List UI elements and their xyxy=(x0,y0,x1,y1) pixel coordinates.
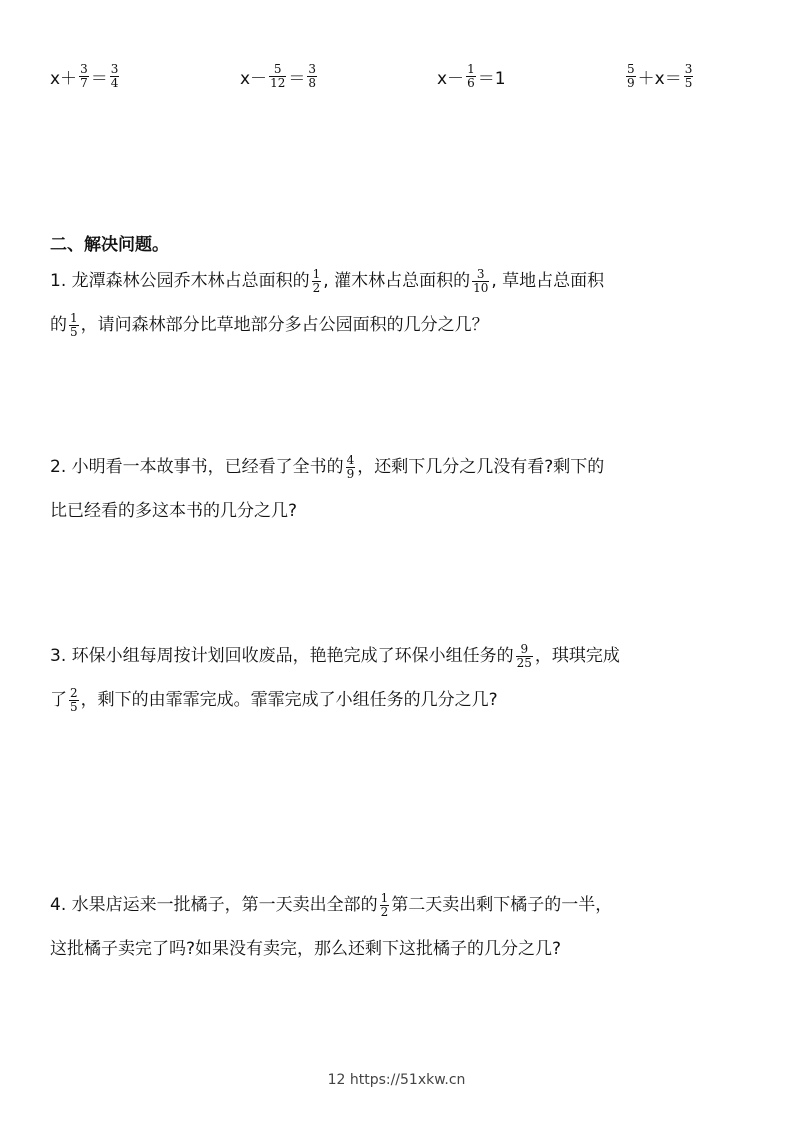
problem-line xyxy=(50,883,750,927)
fraction: $\frac{3}{10}$ xyxy=(473,266,489,295)
equation-2 xyxy=(240,56,319,96)
problem-text: ，请问森林部分比草地部分多占公园面积的几分之几？ xyxy=(80,315,489,335)
equation-text: x－ xyxy=(240,68,268,89)
problem-line xyxy=(50,927,750,971)
page-footer xyxy=(0,1072,793,1088)
problem-2 xyxy=(50,445,750,533)
problem-line xyxy=(50,303,750,347)
fraction: $\frac{3}{7}$ xyxy=(80,61,88,90)
fraction: $\frac{1}{5}$ xyxy=(70,310,78,339)
problem-text: 4. 水果店运来一批橘子，第一天卖出全部的 xyxy=(50,895,378,915)
problem-1 xyxy=(50,259,750,347)
fraction: $\frac{5}{12}$ xyxy=(270,61,286,90)
fraction: $\frac{9}{25}$ xyxy=(516,641,532,670)
problem-text: 第二天卖出剩下橘子的一半， xyxy=(391,895,613,915)
equation-3 xyxy=(437,56,506,96)
problem-line xyxy=(50,634,750,678)
page-number: 12 xyxy=(327,1072,346,1088)
problem-line xyxy=(50,489,750,533)
fraction: $\frac{3}{4}$ xyxy=(110,61,119,90)
problem-text: , 灌木林占总面积的 xyxy=(323,271,471,291)
equation-1 xyxy=(50,56,121,96)
problem-text: ，剩下的由霏霏完成。霏霏完成了小组任务的几分之几? xyxy=(80,690,498,710)
fraction: $\frac{2}{5}$ xyxy=(70,685,78,714)
equation-text: ＝ xyxy=(288,68,306,89)
problem-text: 1. 龙潭森林公园乔木林占总面积的 xyxy=(50,271,310,291)
fraction: $\frac{1}{2}$ xyxy=(380,890,389,919)
equation-text: ＝ xyxy=(90,68,108,89)
fraction: $\frac{1}{2}$ xyxy=(312,266,321,295)
equation-4 xyxy=(624,56,695,96)
equation-text: x＋ xyxy=(50,68,78,89)
fraction: $\frac{4}{9}$ xyxy=(346,452,355,481)
problem-text: , 草地占总面积 xyxy=(491,271,605,291)
problem-4 xyxy=(50,883,750,971)
fraction: $\frac{3}{5}$ xyxy=(684,61,693,90)
problem-text: 3. 环保小组每周按计划回收废品，艳艳完成了环保小组任务的 xyxy=(50,646,514,666)
equation-text: ＝1 xyxy=(477,68,506,89)
fraction: $\frac{5}{9}$ xyxy=(627,61,635,90)
fraction: $\frac{3}{8}$ xyxy=(308,61,316,90)
problem-line xyxy=(50,445,750,489)
problem-line xyxy=(50,259,750,303)
equation-text: ＋x＝ xyxy=(637,68,682,89)
section-title: 二、解决问题。 xyxy=(50,235,169,255)
problem-text: 的 xyxy=(50,315,67,335)
problem-text: ，琪琪完成 xyxy=(534,646,620,666)
problem-text: 了 xyxy=(50,690,67,710)
problem-text: 比已经看的多这本书的几分之几? xyxy=(50,501,298,521)
problem-text: 这批橘子卖完了吗?如果没有卖完，那么还剩下这批橘子的几分之几? xyxy=(50,939,562,959)
problem-text: ，还剩下几分之几没有看?剩下的 xyxy=(357,457,605,477)
problem-3 xyxy=(50,634,750,722)
problem-line xyxy=(50,678,750,722)
problem-text: 2. 小明看一本故事书，已经看了全书的 xyxy=(50,457,344,477)
footer-url: https://51xkw.cn xyxy=(349,1072,466,1088)
equation-text: x－ xyxy=(437,68,465,89)
fraction: $\frac{1}{6}$ xyxy=(467,61,475,90)
